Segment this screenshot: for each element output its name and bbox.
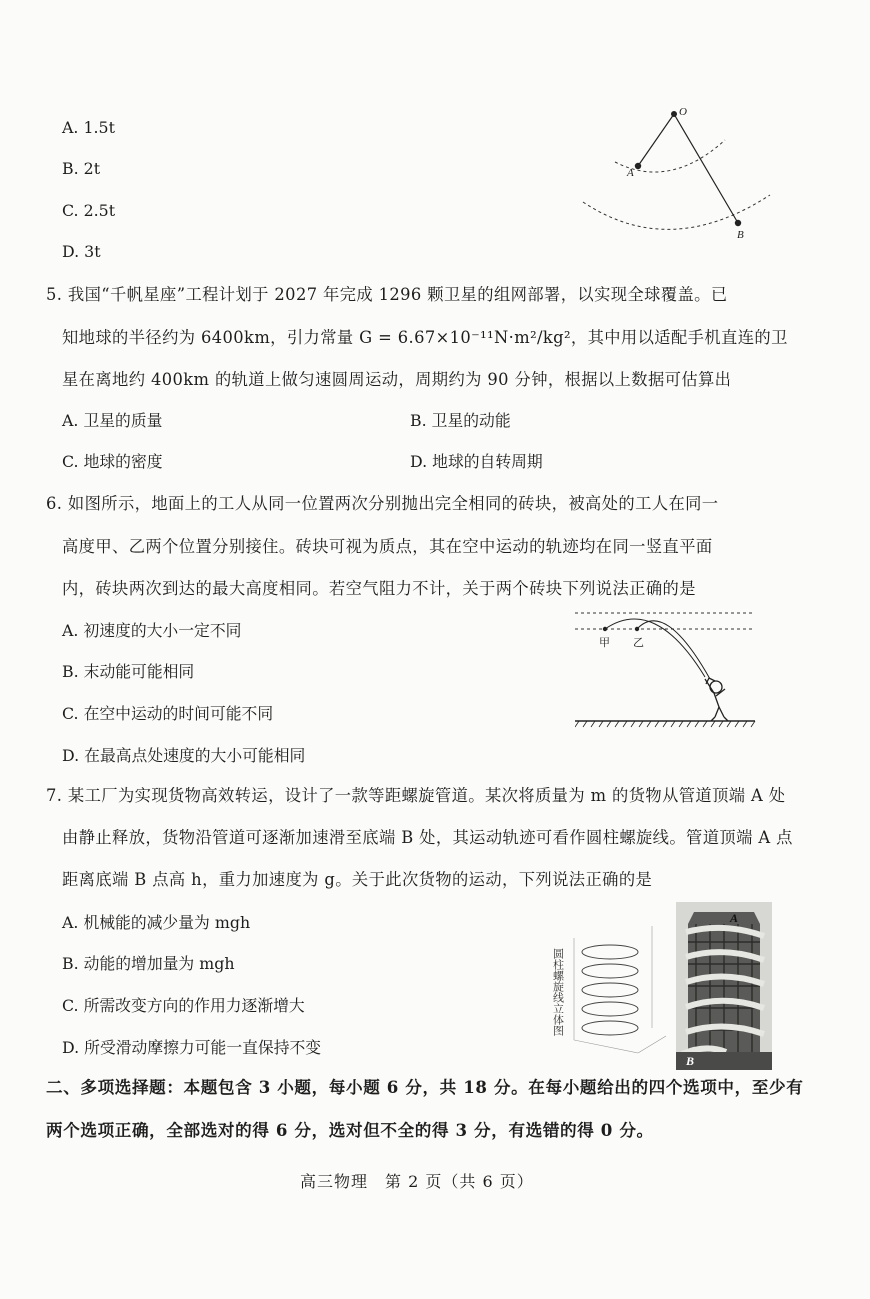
q5-stem-line2: 知地球的半径约为 6400km，引力常量 G = 6.67×10⁻¹¹N·m²/kg²，其中用以适配手机直连的卫	[62, 328, 788, 347]
label-b: B	[737, 229, 744, 241]
photo-label-b: B	[686, 1054, 695, 1068]
q7-tower-photo	[676, 902, 772, 1070]
label-yi: 乙	[633, 636, 644, 649]
q7-option-c: C. 所需改变方向的作用力逐渐增大	[62, 996, 305, 1015]
q7-option-a: A. 机械能的减少量为 mgh	[62, 913, 251, 932]
q6-stem-line3: 内，砖块两次到达的最大高度相同。若空气阻力不计，关于两个砖块下列说法正确的是	[62, 579, 696, 598]
q6-stem-line1: 6. 如图所示，地面上的工人从同一位置两次分别抛出完全相同的砖块，被高处的工人在同一	[46, 494, 719, 513]
q5-option-b: B. 卫星的动能	[410, 411, 511, 430]
q5-option-a: A. 卫星的质量	[62, 411, 163, 430]
label-jia: 甲	[599, 636, 610, 649]
q4-pendulum-figure	[575, 100, 775, 245]
label-a: A	[627, 167, 634, 179]
section2-heading-line2: 两个选项正确，全部选对的得 6 分，选对但不全的得 3 分，有选错的得 0 分。	[46, 1120, 654, 1140]
q6-option-d: D. 在最高点处速度的大小可能相同	[62, 746, 306, 765]
q5-stem-line1: 5. 我国“千帆星座”工程计划于 2027 年完成 1296 颗卫星的组网部署，以实现全球覆盖。已	[46, 285, 728, 304]
q5-option-c: C. 地球的密度	[62, 452, 163, 471]
q5-option-d: D. 地球的自转周期	[410, 452, 543, 471]
worker-icon	[705, 678, 728, 721]
q4-option-d: D. 3t	[62, 242, 101, 261]
q7-helix-plot	[548, 918, 678, 1063]
helix-caption: 圆柱螺旋线立体图	[551, 948, 565, 1036]
q4-option-c: C. 2.5t	[62, 201, 116, 220]
q6-throw-figure	[575, 605, 760, 730]
q6-stem-line2: 高度甲、乙两个位置分别接住。砖块可视为质点，其在空中运动的轨迹均在同一竖直平面	[62, 537, 713, 556]
q5-stem-line3: 星在离地约 400km 的轨道上做匀速圆周运动，周期约为 90 分钟，根据以上数据可估算出	[62, 370, 732, 389]
section2-heading-line1: 二、多项选择题：本题包含 3 小题，每小题 6 分，共 18 分。在每小题给出的四个选项中，至少有	[46, 1077, 804, 1097]
q6-option-c: C. 在空中运动的时间可能不同	[62, 704, 274, 723]
q7-stem-line3: 距离底端 B 点高 h，重力加速度为 g。关于此次货物的运动，下列说法正确的是	[62, 870, 653, 889]
q4-option-b: B. 2t	[62, 159, 101, 178]
q7-option-d: D. 所受滑动摩擦力可能一直保持不变	[62, 1038, 322, 1057]
q7-stem-line1: 7. 某工厂为实现货物高效转运，设计了一款等距螺旋管道。某次将质量为 m 的货物从管道顶端 A 处	[46, 786, 786, 805]
page-footer: 高三物理 第 2 页（共 6 页）	[300, 1172, 534, 1191]
photo-label-a: A	[730, 911, 739, 925]
label-o: O	[679, 106, 687, 118]
q6-option-a: A. 初速度的大小一定不同	[62, 621, 242, 640]
q4-option-a: A. 1.5t	[62, 118, 115, 137]
q7-stem-line2: 由静止释放，货物沿管道可逐渐加速滑至底端 B 处，其运动轨迹可看作圆柱螺旋线。管道顶端 A 点	[62, 828, 793, 847]
q7-option-b: B. 动能的增加量为 mgh	[62, 954, 235, 973]
q6-option-b: B. 末动能可能相同	[62, 662, 195, 681]
